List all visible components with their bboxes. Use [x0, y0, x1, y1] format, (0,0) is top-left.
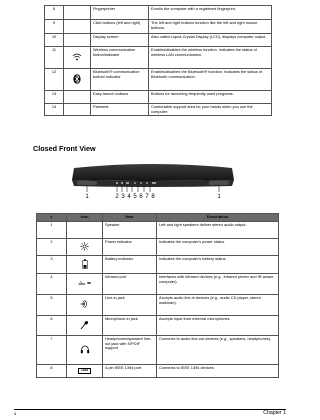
row-number: 12: [45, 69, 64, 91]
icon-cell: [67, 365, 103, 378]
row-number: 6: [37, 316, 67, 336]
row-number: 7: [37, 336, 67, 365]
battery-icon: [82, 259, 88, 269]
laptop-front-illustration: [68, 160, 238, 200]
item-description: The left and right buttons function like the left and right mouse buttons.: [149, 20, 272, 34]
icon-cell: [67, 239, 103, 256]
table-row: [37, 222, 279, 239]
item-name: 4-pin IEEE 1394 port: [103, 365, 157, 378]
item-description: Enrolls the computer with a registered fingerprint.: [149, 6, 272, 20]
item-description: Buttons for launching frequently used programs.: [149, 91, 272, 104]
table-row: [45, 47, 272, 69]
item-name: Infrared port: [103, 274, 157, 295]
icon-cell: [67, 336, 103, 365]
item-description: Indicates the computer's power status.: [157, 239, 279, 256]
item-name: Battery indicator: [103, 256, 157, 274]
item-description: Accepts input from external microphones.: [157, 316, 279, 336]
icon-cell: [67, 222, 103, 239]
table-row: [37, 239, 279, 256]
icon-cell: [64, 91, 91, 104]
icon-cell: [64, 69, 91, 91]
ieee1394-icon: 1394: [78, 368, 90, 374]
table-row: [45, 104, 272, 116]
callout-label: 5: [133, 194, 137, 200]
icon-cell: [67, 295, 103, 316]
table-row: [37, 274, 279, 295]
item-name: Palmrest: [91, 104, 149, 116]
callout-label: 7: [145, 194, 149, 200]
table-header-row: [37, 214, 279, 222]
callout-label: 1: [217, 194, 221, 200]
table-row: [37, 336, 279, 365]
item-name: Display screen: [91, 34, 149, 47]
chapter-label: Chapter 1: [263, 410, 286, 416]
header-item: Item: [103, 214, 157, 222]
bluetooth-icon: [73, 74, 81, 84]
icon-cell: [64, 47, 91, 69]
item-name: Bluetooth® communication button/ indicator: [91, 69, 149, 91]
header-icon: Icon: [67, 214, 103, 222]
item-description: Enables/disables the wireless function. Indicates the status of wireless LAN communication.: [149, 47, 272, 69]
headphones-icon: [80, 345, 90, 354]
table-row: [45, 6, 272, 20]
callout-label: 6: [139, 194, 143, 200]
icon-cell: [64, 6, 91, 20]
top-components-table: [44, 5, 272, 116]
row-number: 14: [45, 104, 64, 116]
row-number: 9: [45, 20, 64, 34]
item-description: Accepts audio line-in devices (e.g., audio CD player, stereo walkman).: [157, 295, 279, 316]
row-number: 8: [37, 365, 67, 378]
item-description: Connects to IEEE 1394 devices.: [157, 365, 279, 378]
icon-cell: [67, 316, 103, 336]
item-description: Also called Liquid-Crystal Display (LCD), displays computer output.: [149, 34, 272, 47]
item-description: Comfortable support area for your hands when you use the computer.: [149, 104, 272, 116]
item-name: Power indicator: [103, 239, 157, 256]
row-number: 1: [37, 222, 67, 239]
row-number: 10: [45, 34, 64, 47]
item-name: Wireless communication button/indicator: [91, 47, 149, 69]
callout-label: 3: [121, 194, 125, 200]
item-description: Connects to audio line-out devices (e.g., speakers, headphones).: [157, 336, 279, 365]
footer-divider: [14, 409, 286, 410]
item-name: Speaker: [103, 222, 157, 239]
callout-label: 4: [127, 194, 131, 200]
table-row: [45, 91, 272, 104]
infrared-icon: [78, 280, 92, 286]
item-description: Interfaces with infrared devices (e.g., infrared printer and IR-aware computer).: [157, 274, 279, 295]
item-name: Line-in jack: [103, 295, 157, 316]
callout-label: 8: [151, 194, 155, 200]
power-icon: [80, 242, 89, 251]
row-number: 13: [45, 91, 64, 104]
table-row: [37, 365, 279, 378]
table-row: [45, 20, 272, 34]
table-row: [37, 295, 279, 316]
item-name: Fingerprinter: [91, 6, 149, 20]
item-name: Click buttons (left and right): [91, 20, 149, 34]
wireless-icon: [72, 52, 82, 61]
icon-cell: [67, 274, 103, 295]
line-in-icon: [80, 299, 90, 309]
table-row: [37, 256, 279, 274]
page-number: 4: [14, 411, 17, 416]
icon-cell: [64, 20, 91, 34]
icon-cell: [67, 256, 103, 274]
table-row: [45, 69, 272, 91]
table-row: [37, 316, 279, 336]
callout-label: 2: [115, 194, 119, 200]
row-number: 8: [45, 6, 64, 20]
callout-label: 1: [85, 194, 89, 200]
item-description: Indicates the computer's battery status.: [157, 256, 279, 274]
row-number: 11: [45, 47, 64, 69]
row-number: 2: [37, 239, 67, 256]
microphone-icon: [80, 320, 89, 330]
row-number: 5: [37, 295, 67, 316]
row-number: 4: [37, 274, 67, 295]
row-number: 3: [37, 256, 67, 274]
item-description: Enables/disables the Bluetooth® function. Indicates the status of Bluetooth communication.: [149, 69, 272, 91]
header-description: Description: [157, 214, 279, 222]
icon-cell: [64, 34, 91, 47]
closed-front-view-table: [36, 213, 279, 378]
item-name: Headphones/speaker/ line-out jack with S/PDIF support: [103, 336, 157, 365]
item-description: Left and right speakers deliver stereo audio output.: [157, 222, 279, 239]
item-name: Easy-launch buttons: [91, 91, 149, 104]
header-number: #: [37, 214, 67, 222]
item-name: Microphone-in jack: [103, 316, 157, 336]
section-title: Closed Front View: [33, 144, 96, 153]
table-row: [45, 34, 272, 47]
icon-cell: [64, 104, 91, 116]
